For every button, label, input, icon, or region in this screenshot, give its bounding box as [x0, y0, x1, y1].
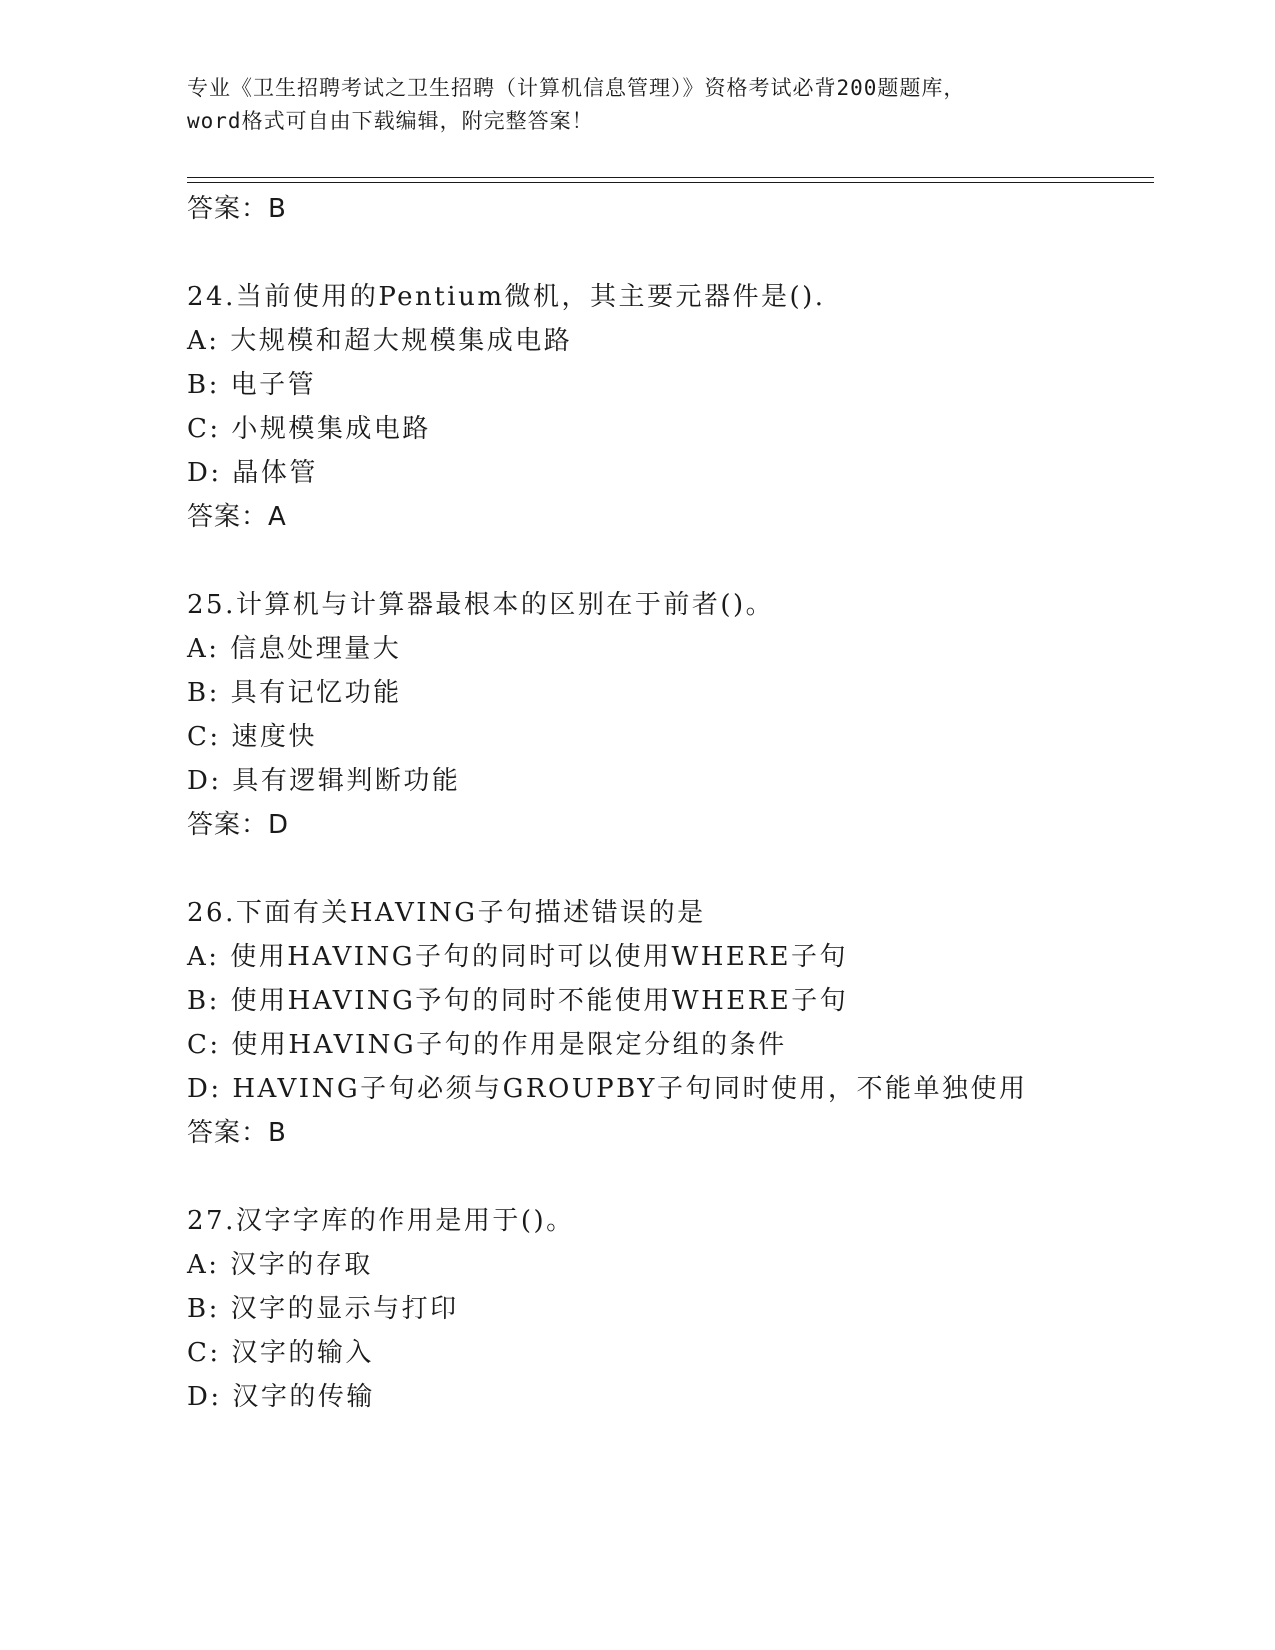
question-25-answer: 答案：D: [187, 810, 290, 840]
question-26-stem: 26.下面有关HAVING子句描述错误的是: [187, 898, 706, 928]
question-26-option-b: B: 使用HAVING予句的同时不能使用WHERE子句: [187, 986, 849, 1016]
question-24-option-a: A: 大规模和超大规模集成电路: [187, 326, 573, 356]
question-24-option-b: B: 电子管: [187, 370, 317, 400]
question-25-option-b: B: 具有记忆功能: [187, 678, 402, 708]
question-25-option-c: C: 速度快: [187, 722, 317, 752]
answer-23: 答案：B: [187, 194, 287, 224]
question-24-option-c: C: 小规模集成电路: [187, 414, 431, 444]
question-25-stem: 25.计算机与计算器最根本的区别在于前者()。: [187, 590, 775, 620]
question-26-option-d: D: HAVING子句必须与GROUPBY子句同时使用，不能单独使用: [187, 1074, 1028, 1104]
question-27-stem: 27.汉字字库的作用是用于()。: [187, 1206, 575, 1236]
question-27-option-d: D: 汉字的传输: [187, 1382, 375, 1412]
document-header: [187, 72, 1087, 138]
question-26-answer: 答案：B: [187, 1118, 287, 1148]
question-26-option-c: C: 使用HAVING子句的作用是限定分组的条件: [187, 1030, 787, 1060]
question-24-stem: 24.当前使用的Pentium微机，其主要元器件是().: [187, 282, 826, 312]
question-25-option-a: A: 信息处理量大: [187, 634, 402, 664]
question-26-option-a: A: 使用HAVING子句的同时可以使用WHERE子句: [187, 942, 848, 972]
header-divider-top: [187, 177, 1154, 178]
header-divider-bottom: [187, 182, 1154, 183]
question-27-option-b: B: 汉字的显示与打印: [187, 1294, 459, 1324]
header-title-line-2: word格式可自由下载编辑，附完整答案！: [187, 109, 594, 133]
question-24-option-d: D: 晶体管: [187, 458, 318, 488]
question-25-option-d: D: 具有逻辑判断功能: [187, 766, 461, 796]
question-24-answer: 答案：A: [187, 502, 287, 532]
question-27-option-a: A: 汉字的存取: [187, 1250, 373, 1280]
question-27-option-c: C: 汉字的输入: [187, 1338, 374, 1368]
header-title-line-1: 专业《卫生招聘考试之卫生招聘（计算机信息管理）》资格考试必背200题题库，: [187, 76, 966, 100]
